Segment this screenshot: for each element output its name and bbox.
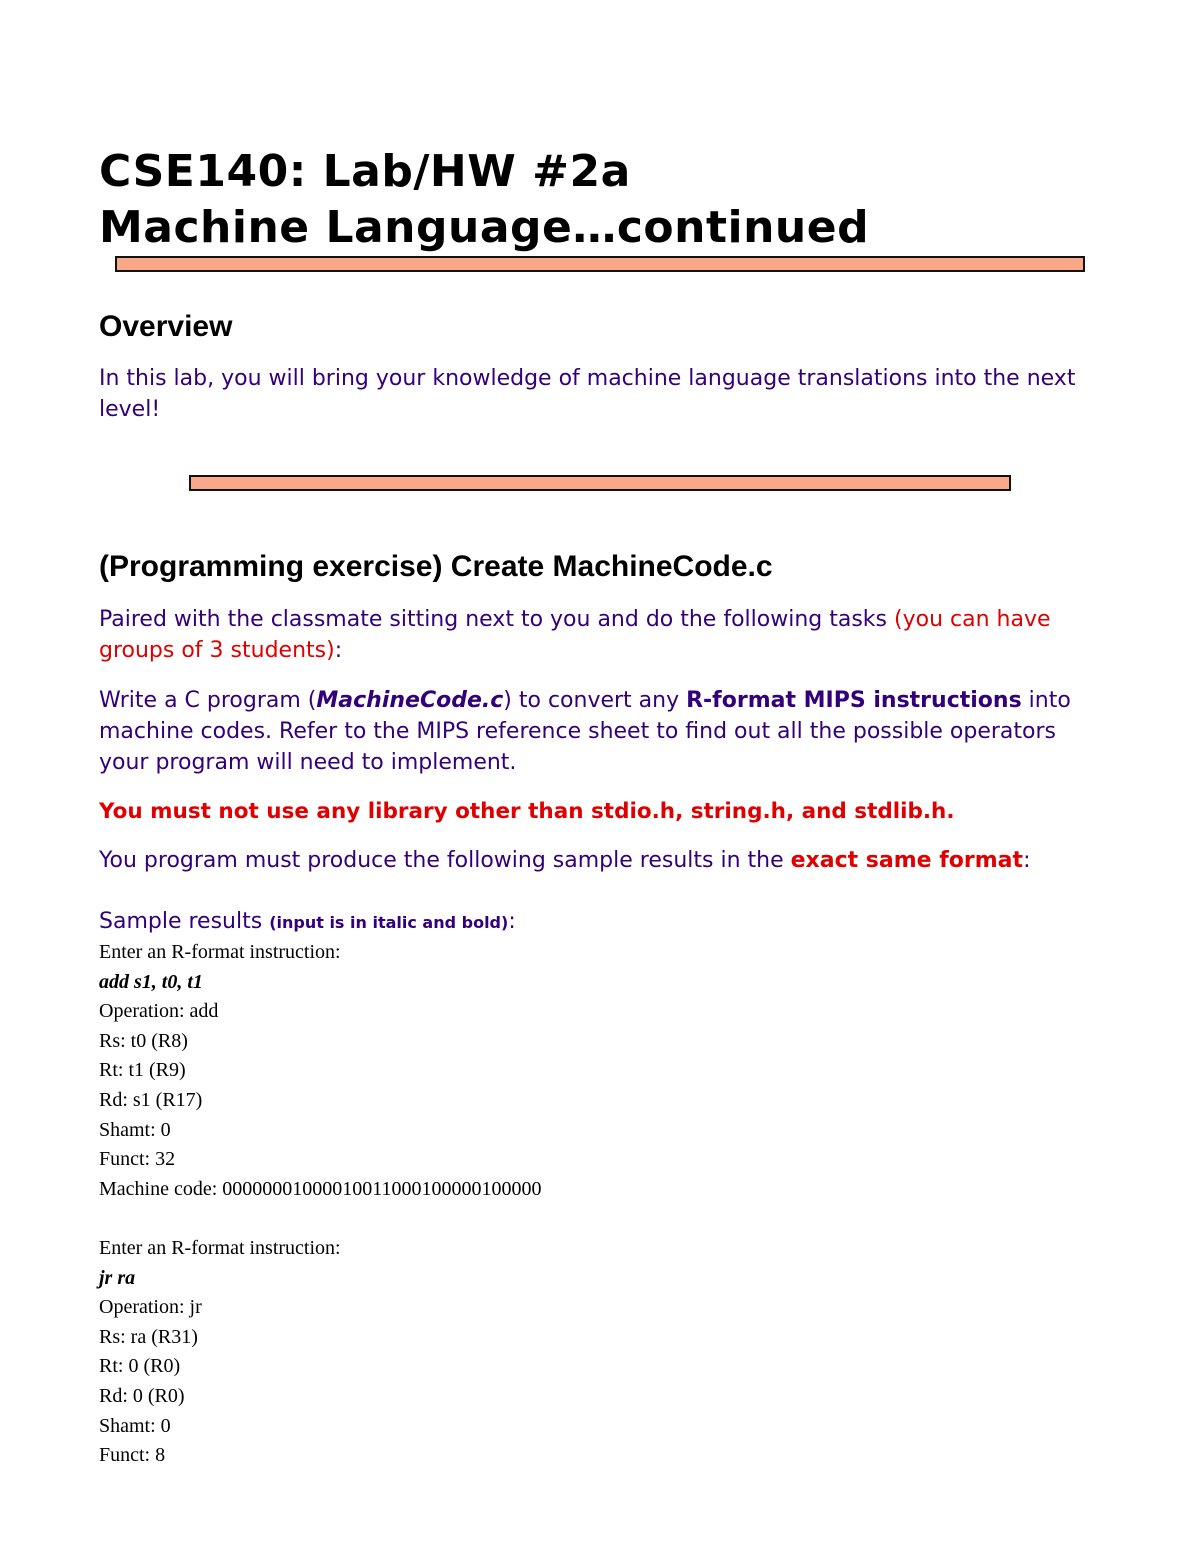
- overview-text: In this lab, you will bring your knowledge of machine language translations into the next level!: [99, 366, 1076, 422]
- title-divider: [115, 256, 1085, 272]
- run1-input: add s1, t0, t1: [99, 970, 203, 993]
- document-title-line2: Machine Language…continued: [99, 202, 870, 253]
- run1-line: Rd: s1 (R17): [99, 1088, 203, 1111]
- sample-output: [99, 938, 542, 1471]
- document-title-line1: CSE140: Lab/HW #2a: [99, 146, 631, 197]
- format-part1: You program must produce the following sample results in the: [99, 848, 791, 873]
- run1-line: Machine code: 00000001000010011000100000100000: [99, 1177, 542, 1200]
- run1-line: Rt: t1 (R9): [99, 1059, 186, 1082]
- run-spacer: [99, 1204, 542, 1234]
- task-part1: Write a C program (: [99, 688, 317, 713]
- task-filename: MachineCode.c: [316, 688, 504, 713]
- task-bold: R-format MIPS instructions: [686, 688, 1022, 713]
- task-paragraph: [99, 685, 1109, 778]
- run2-prompt: Enter an R-format instruction:: [99, 1236, 341, 1259]
- run1-prompt: Enter an R-format instruction:: [99, 941, 341, 963]
- format-colon: :: [1023, 848, 1031, 873]
- run2-line: Rd: 0 (R0): [99, 1384, 185, 1407]
- run1-line: Operation: add: [99, 1000, 219, 1023]
- pairing-colon: :: [334, 638, 343, 663]
- run2-line: Funct: 8: [99, 1444, 166, 1467]
- run2-line: Rt: 0 (R0): [99, 1355, 181, 1378]
- overview-heading: Overview: [99, 310, 233, 343]
- task-part3: into machine codes. Refer to the MIPS reference sheet to find out all the possible operators your program will need to implement.: [99, 688, 1071, 775]
- format-bold: exact same format: [790, 848, 1024, 873]
- run1-line: Shamt: 0: [99, 1118, 171, 1141]
- run2-line: Shamt: 0: [99, 1414, 171, 1437]
- run1-line: Funct: 32: [99, 1148, 176, 1171]
- exercise-heading: (Programming exercise) Create MachineCode.c: [99, 550, 773, 583]
- pairing-note: (you can have groups of 3 students): [99, 607, 1051, 663]
- section-divider: [189, 475, 1011, 491]
- sample-heading: [99, 907, 516, 938]
- library-warning: You must not use any library other than stdio.h, string.h, and stdlib.h.: [99, 799, 955, 824]
- run2-line: Operation: jr: [99, 1296, 202, 1319]
- run1-line: Rs: t0 (R8): [99, 1029, 188, 1052]
- pairing-paragraph: [99, 604, 1109, 666]
- run2-input: jr ra: [99, 1266, 136, 1289]
- sample-heading-text: Sample results: [99, 909, 270, 934]
- task-part2: ) to convert any: [503, 688, 687, 713]
- run2-line: Rs: ra (R31): [99, 1325, 198, 1348]
- sample-heading-colon: :: [508, 909, 516, 934]
- format-paragraph: [99, 845, 1109, 876]
- sample-heading-note: (input is in italic and bold): [269, 913, 509, 932]
- pairing-text: Paired with the classmate sitting next to you and do the following tasks: [99, 607, 894, 632]
